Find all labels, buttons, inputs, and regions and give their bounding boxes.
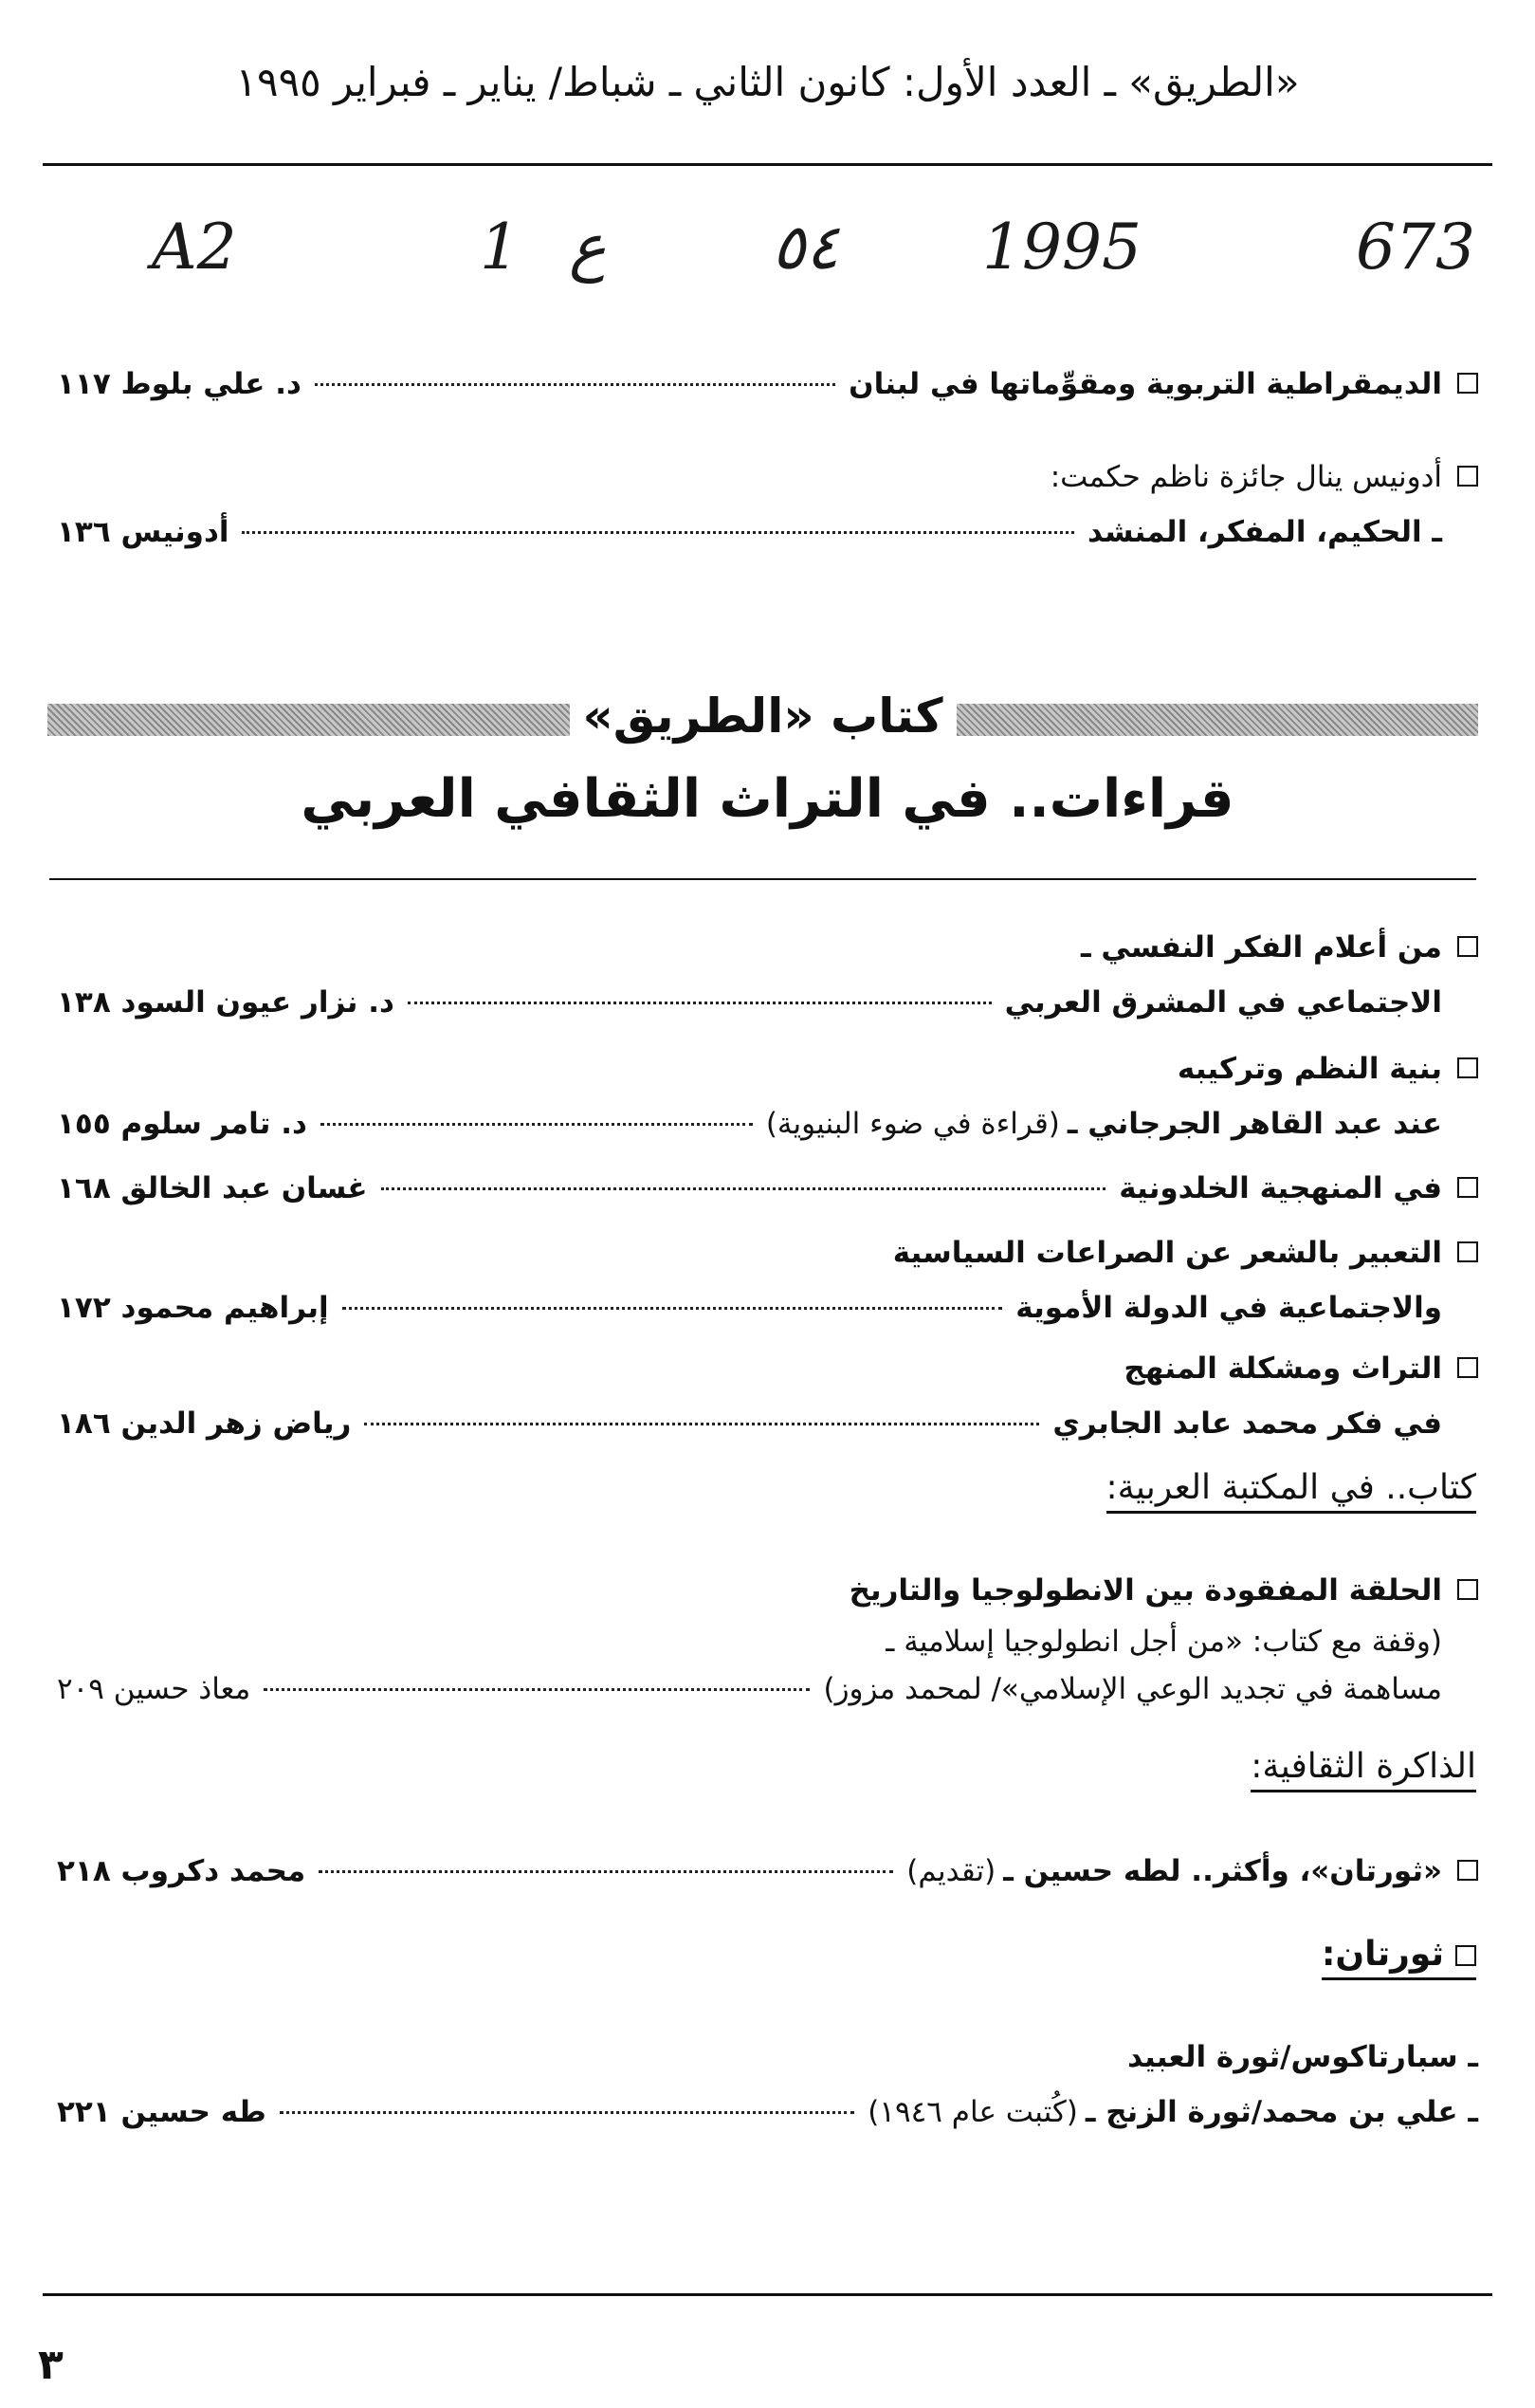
section-book-title: قراءات.. في التراث الثقافي العربي [301,768,1234,830]
entry-title: في المنهجية الخلدونية [1119,1171,1442,1205]
section-heading-memory: الذاكرة الثقافية: [1251,1747,1476,1792]
checkbox-icon [1457,1357,1478,1378]
entry-subtitle: أدونيس ينال جائزة ناظم حكمت: [1050,460,1442,494]
entry-title: التراث ومشكلة المنهج [1124,1351,1442,1386]
entry-note-cont: مساهمة في تجديد الوعي الإسلامي»/ لمحمد مزوز) [823,1672,1442,1706]
entry-title: «ثورتان»، وأكثر.. لطه حسين ـ [1003,1854,1442,1888]
entry-title-cont: الاجتماعي في المشرق العربي [1004,985,1442,1020]
section-heading-library: كتاب.. في المكتبة العربية: [1106,1468,1477,1514]
leader-dots [408,1002,992,1004]
entry-author-page: طه حسين ٢٢١ [57,2095,266,2129]
running-header: «الطريق» ـ العدد الأول: كانون الثاني ـ شباط/ يناير ـ فبراير ١٩٩٥ [235,59,1300,105]
entry-title-cont: عند عبد القاهر الجرجاني ـ [1067,1107,1442,1141]
leader-dots [342,1307,1003,1310]
checkbox-icon [1457,373,1478,394]
page-number: ٣ [38,2341,64,2389]
entry-title: التعبير بالشعر عن الصراعات السياسية [892,1236,1442,1270]
toc-entry-democracy [57,357,1478,412]
entry-title-cont: ـ علي بن محمد/ثورة الزنج ـ [1085,2095,1478,2129]
entry-title-cont: والاجتماعية في الدولة الأموية [1015,1291,1442,1325]
entry-title: الديمقراطية التربوية ومقوِّماتها في لبنان [849,367,1442,401]
entry-author-page: إبراهيم محمود ١٧٢ [57,1291,329,1325]
toc-entry-spartacus-zanj [57,2030,1478,2140]
entry-author-page: د. تامر سلوم ١٥٥ [57,1107,307,1141]
footer-rule [43,2293,1492,2296]
entry-note: (كُتبت عام ١٩٤٦) [868,2095,1078,2129]
handwritten-year: 1995 [982,211,1142,284]
toc-entry-ontology [57,1563,1478,1713]
checkbox-icon [1457,1057,1478,1078]
checkbox-icon [1457,936,1478,957]
entry-author-page: معاذ حسين ٢٠٩ [57,1672,251,1706]
leader-dots [315,383,835,386]
checkbox-icon [1455,1945,1476,1966]
entry-note: (قراءة في ضوء البنيوية) [765,1107,1060,1141]
toc-entry-khaldun [57,1161,1478,1216]
handwritten-id: 673 [1356,211,1475,284]
entry-note: (وقفة مع كتاب: «من أجل انطولوجيا إسلامية ـ [886,1625,1442,1659]
handwritten-volume: 1 [480,211,520,284]
leader-dots [364,1423,1039,1425]
entry-title: ـ سبارتاكوس/ثورة العبيد [1127,2040,1478,2074]
checkbox-icon [1457,1579,1478,1600]
section-heading-revolutions: ثورتان: [1322,1935,1476,1980]
leader-dots [319,1870,893,1873]
entry-author-page: د. نزار عيون السود ١٣٨ [57,985,394,1020]
checkbox-icon [1457,466,1478,487]
leader-dots [264,1688,810,1691]
entry-title: بنية النظم وتركيبه [1177,1052,1442,1086]
leader-dots [381,1187,1106,1190]
handwritten-code: A2 [152,211,237,284]
entry-note: (تقديم) [906,1854,996,1888]
entry-author-page: محمد دكروب ٢١٨ [57,1854,306,1888]
entry-author-page: غسان عبد الخالق ١٦٨ [57,1171,368,1205]
entry-author-page: أدونيس ١٣٦ [57,515,229,549]
toc-entry-jurjani [57,1041,1478,1151]
checkbox-icon [1457,1177,1478,1198]
toc-entry-psych-thought [57,920,1478,1030]
section-banner-label: كتاب «الطريق» [569,689,956,744]
leader-dots [320,1123,753,1126]
header-rule [43,163,1492,166]
entry-title: من أعلام الفكر النفسي ـ [1081,930,1442,965]
entry-author-page: د. علي بلوط ١١٧ [57,367,302,401]
leader-dots [280,2111,854,2114]
handwritten-issue-number: ٥٤ [772,211,839,284]
toc-entry-two-revolutions [57,1844,1478,1899]
entry-author-page: رياض زهر الدين ١٨٦ [57,1406,352,1441]
section-banner-book [47,689,1478,744]
entry-title: ـ الحكيم، المفكر، المنشد [1087,515,1442,549]
handwritten-issue-letter: ع [569,211,607,284]
toc-entry-jabri [57,1341,1478,1451]
leader-dots [242,531,1074,534]
entry-title: الحلقة المفقودة بين الانطولوجيا والتاريخ [849,1573,1442,1608]
section-rule [49,878,1476,880]
entry-title-cont: في فكر محمد عابد الجابري [1052,1406,1442,1441]
checkbox-icon [1457,1241,1478,1262]
toc-entry-umayyad-poetry [57,1225,1478,1335]
toc-entry-adonis [57,450,1478,560]
checkbox-icon [1457,1860,1478,1881]
